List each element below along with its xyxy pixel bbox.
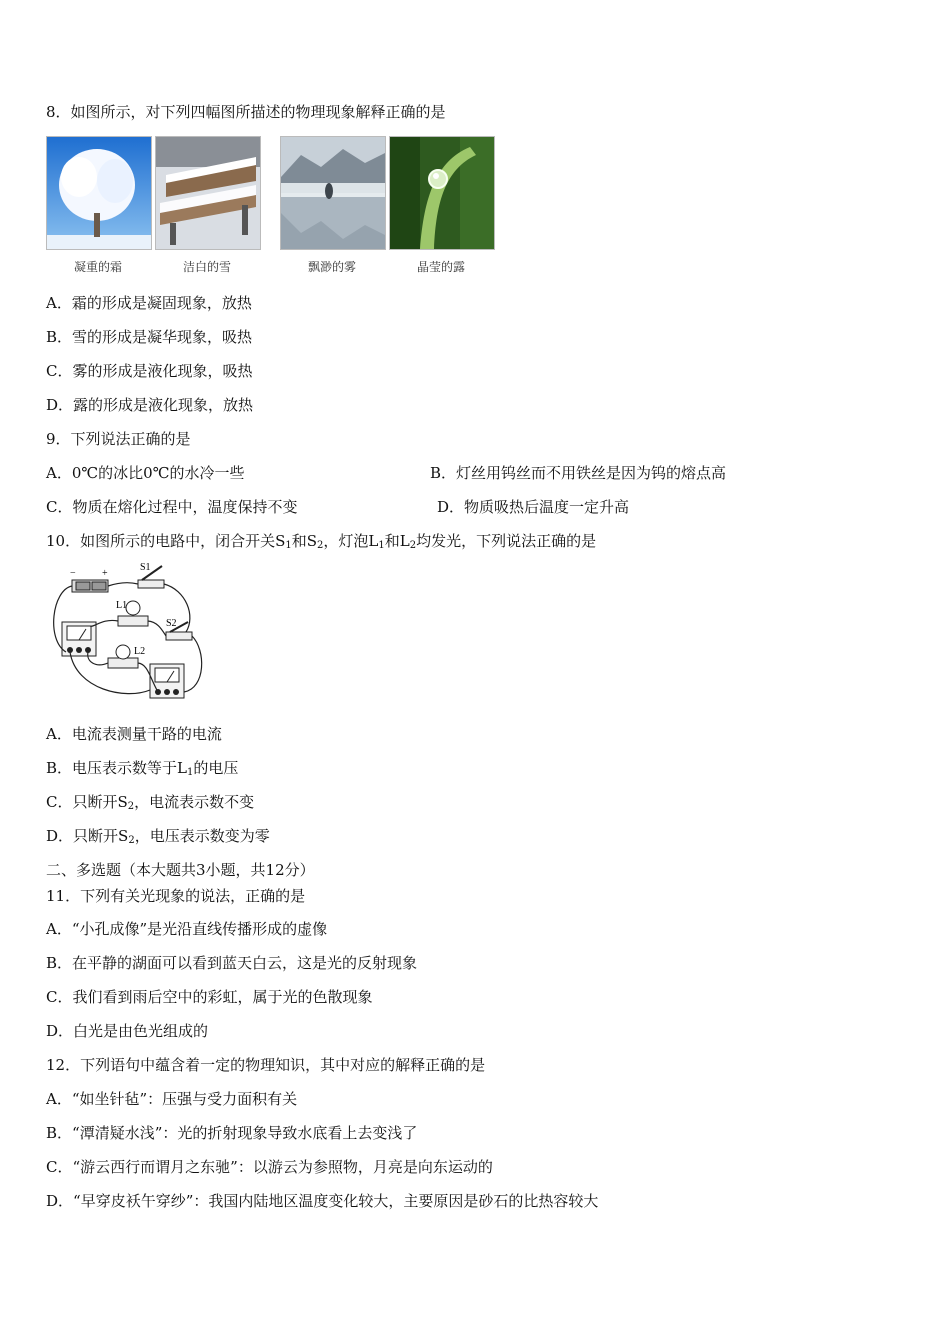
q10-option-b: B．电压表示数等于$L_1$的电压 <box>46 759 239 778</box>
q9-option-d: D．物质吸热后温度一定升高 <box>437 498 630 516</box>
q8-option-b: B．雪的形成是凝华现象，吸热 <box>46 328 253 346</box>
label-l2: L2 <box>134 646 146 657</box>
q10-option-a: A．电流表测量干路的电流 <box>46 725 222 743</box>
label-s2: S2 <box>166 618 177 629</box>
q11-option-a: A．“小孔成像”是光沿直线传播形成的虚像 <box>46 920 328 938</box>
fog-photo <box>280 136 386 250</box>
q12-option-a: A．“如坐针毡”：压强与受力面积有关 <box>46 1090 298 1108</box>
q8-photos <box>46 136 496 278</box>
q10-stem: 10．如图所示的电路中，闭合开关$S_1$和$S_2$，灯泡$L_1$和$L_2$均发光，下列说法正确的是 <box>46 532 597 551</box>
section-2-heading: 二、多选题（本大题共3小题，共12分） <box>46 861 315 879</box>
snow-photo <box>155 136 261 250</box>
battery-plus: + <box>102 568 108 579</box>
q9-option-a: A．0℃的冰比0℃的水冷一些 <box>46 464 245 482</box>
q10-option-d: D．只断开$S_2$，电压表示数变为零 <box>46 827 270 846</box>
q11-option-b: B．在平静的湖面可以看到蓝天白云，这是光的反射现象 <box>46 954 418 972</box>
dew-photo <box>389 136 495 250</box>
battery-minus: − <box>70 568 76 579</box>
q12-option-b: B．“潭清疑水浅”：光的折射现象导致水底看上去变浅了 <box>46 1124 418 1142</box>
label-l1: L1 <box>116 600 128 611</box>
q8-option-c: C．雾的形成是液化现象，吸热 <box>46 362 253 380</box>
q10-option-c: C．只断开$S_2$，电流表示数不变 <box>46 793 255 812</box>
frost-photo <box>46 136 152 250</box>
caption-dew: 晶莹的露 <box>416 260 465 274</box>
q12-option-d: D．“早穿皮袄午穿纱”：我国内陆地区温度变化较大，主要原因是砂石的比热容较大 <box>46 1192 599 1210</box>
q9-option-c: C．物质在熔化过程中，温度保持不变 <box>46 498 298 516</box>
caption-frost: 凝重的霜 <box>73 260 122 274</box>
caption-fog: 飘渺的雾 <box>307 260 356 274</box>
q11-option-d: D．白光是由色光组成的 <box>46 1022 209 1040</box>
q11-stem: 11．下列有关光现象的说法，正确的是 <box>46 887 306 905</box>
q8-option-d: D．露的形成是液化现象，放热 <box>46 396 254 414</box>
label-s1: S1 <box>140 562 151 573</box>
circuit-diagram <box>46 560 216 710</box>
caption-snow: 洁白的雪 <box>182 260 231 274</box>
q8-option-a: A．霜的形成是凝固现象，放热 <box>46 294 252 312</box>
q9-option-b: B．灯丝用钨丝而不用铁丝是因为钨的熔点高 <box>430 464 727 482</box>
q9-stem: 9．下列说法正确的是 <box>46 430 191 448</box>
q8-stem: 8．如图所示，对下列四幅图所描述的物理现象解释正确的是 <box>46 103 446 121</box>
q11-option-c: C．我们看到雨后空中的彩虹，属于光的色散现象 <box>46 988 373 1006</box>
q12-stem: 12．下列语句中蕴含着一定的物理知识，其中对应的解释正确的是 <box>46 1056 486 1074</box>
q12-option-c: C．“游云西行而谓月之东驰”：以游云为参照物，月亮是向东运动的 <box>46 1158 493 1176</box>
